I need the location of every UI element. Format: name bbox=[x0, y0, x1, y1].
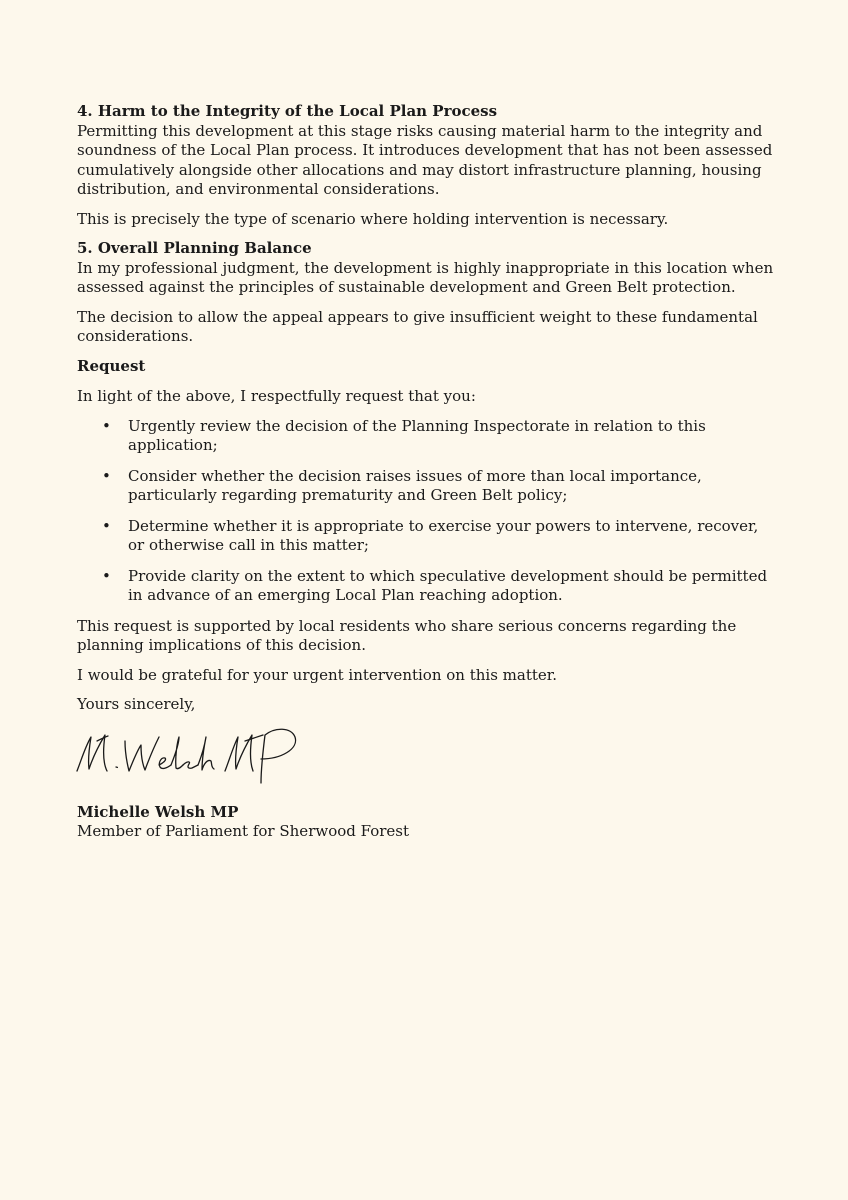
signatory-name: Michelle Welsh MP bbox=[77, 802, 239, 821]
gratitude-paragraph: I would be grateful for your urgent intervention on this matter. bbox=[77, 665, 558, 684]
list-item-text: Urgently review the decision of the Planning Inspectorate in relation to this application; bbox=[128, 416, 706, 454]
list-item bbox=[77, 417, 777, 456]
section-heading: 4. Harm to the Integrity of the Local Plan Process bbox=[77, 102, 498, 120]
closing-block bbox=[77, 695, 777, 842]
list-item bbox=[77, 517, 777, 556]
signatory-title: Member of Parliament for Sherwood Forest bbox=[77, 822, 410, 840]
bullet-icon: • bbox=[102, 466, 111, 485]
support-paragraph: This request is supported by local residents who share serious concerns regarding the planning implications of this decision. bbox=[77, 616, 737, 654]
section-paragraph: Permitting this development at this stage risks causing material harm to the integrity and soundness of the Local Plan process. It introduces development that has not been assessed cumulatively alongside other allocations and may distort infrastructure planning, housing distribution, and environmental considerations. bbox=[77, 121, 773, 198]
list-item-text: Consider whether the decision raises issues of more than local importance, particularly regarding prematurity and Green Belt policy; bbox=[128, 466, 702, 504]
bullet-icon: • bbox=[102, 516, 111, 535]
list-item-text: Provide clarity on the extent to which speculative development should be permitted in advance of an emerging Local Plan reaching adoption. bbox=[128, 566, 768, 604]
section-paragraph: The decision to allow the appeal appears to give insufficient weight to these fundamental considerations. bbox=[77, 307, 758, 345]
section-paragraph: In my professional judgment, the development is highly inappropriate in this location when assessed against the principles of sustainable development and Green Belt protection. bbox=[77, 258, 774, 296]
section-paragraph: This is precisely the type of scenario where holding intervention is necessary. bbox=[77, 209, 669, 228]
handwritten-signature bbox=[75, 725, 305, 785]
request-list bbox=[77, 417, 777, 606]
section-local-plan-integrity bbox=[77, 102, 777, 229]
letter-page bbox=[77, 102, 777, 842]
section-overall-planning-balance bbox=[77, 239, 777, 347]
request-heading: Request bbox=[77, 356, 146, 375]
request-intro: In light of the above, I respectfully request that you: bbox=[77, 387, 476, 405]
list-item bbox=[77, 467, 777, 506]
list-item-text: Determine whether it is appropriate to exercise your powers to intervene, recover, or otherwise call in this matter; bbox=[128, 516, 759, 554]
bullet-icon: • bbox=[102, 566, 111, 585]
bullet-icon: • bbox=[102, 416, 111, 435]
request-section bbox=[77, 357, 777, 686]
section-heading: 5. Overall Planning Balance bbox=[77, 239, 312, 257]
valediction: Yours sincerely, bbox=[77, 695, 196, 713]
list-item bbox=[77, 567, 777, 606]
